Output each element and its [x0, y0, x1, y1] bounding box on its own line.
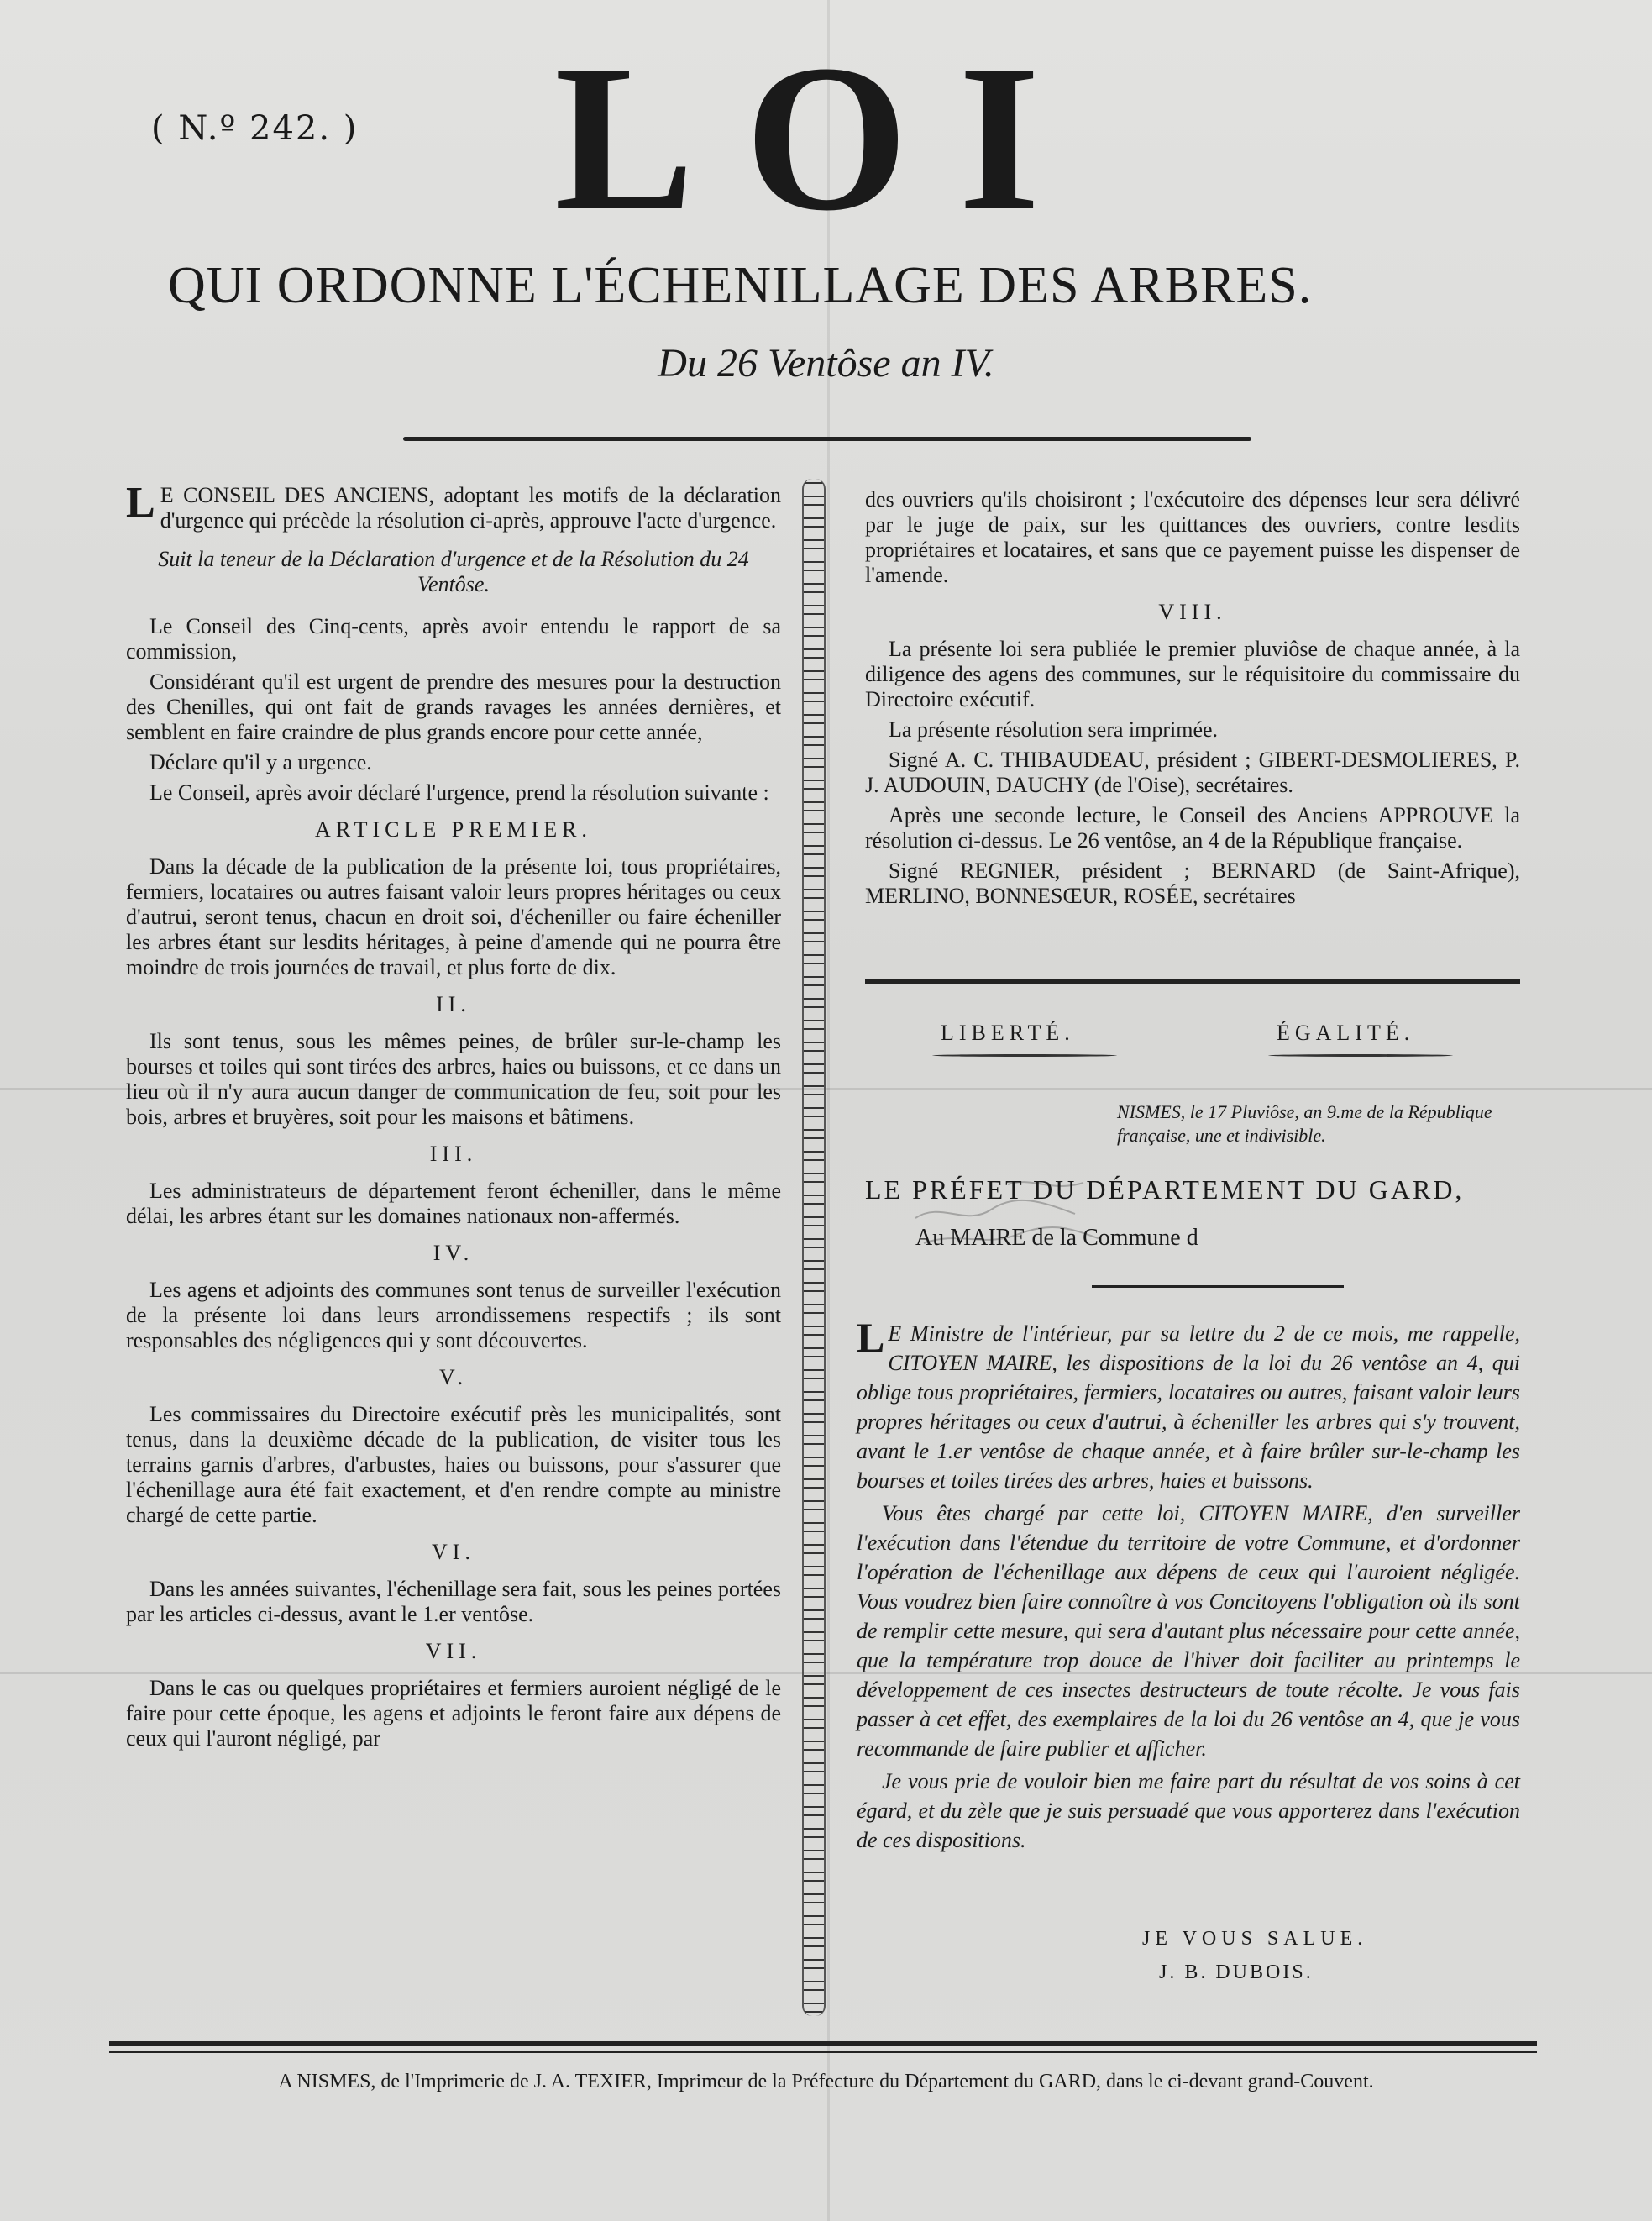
printer-imprint: A NISMES, de l'Imprimerie de J. A. TEXIER, Imprimeur de la Préfecture du Département du GARD, dans le ci-devant grand-Couvent. [278, 2071, 1374, 2092]
letter-dropcap: L [857, 1314, 885, 1361]
place-date: NISMES, le 17 Pluviôse, an 9.me de la République française, une et indivisible. [1117, 1101, 1492, 1146]
motto-liberte: LIBERTÉ. [941, 1021, 1075, 1045]
article-text: Les agens et adjoints des communes sont tenus de surveiller l'exécution de la présente loi dans leurs arrondissemens respectifs ; ils sont responsables des négligences qui y sont découvertes. [126, 1278, 781, 1352]
page-title: LOI [554, 22, 1091, 255]
signature-block: Signé REGNIER, président ; BERNARD (de Saint-Afrique), MERLINO, BONNESŒUR, ROSÉE, secrétaires [865, 858, 1520, 908]
paragraph: Le Conseil, après avoir déclaré l'urgence, prend la résolution suivante : [149, 780, 769, 805]
letter-paragraph: Vous êtes chargé par cette loi, CITOYEN MAIRE, d'en surveiller l'exécution dans l'étendue du territoire de votre Commune, et d'ordonner l'opération de l'échenillage aux dépens de ceux qui l'auroient négligée. Vous voudrez bien faire connoître à vos Concitoyens l'obligation où ils sont de remplir cette mesure, qui sera d'autant plus nécessaire pour cette année, que la température trop douce de l'hiver doit faciliter au printemps le développement de ces insectes destructeurs de toute récolte. Je vous fais passer à cet effet, des exemplaires de la loi du 26 ventôse an 4, que je vous recommande de faire publier et afficher. [857, 1501, 1520, 1761]
article-text: Ils sont tenus, sous les mêmes peines, de brûler sur-le-champ les bourses et toiles qui sont tirées des arbres, haies ou buissons, et ce dans un lieu où il n'y aura aucun danger de communication de feu, soit pour les bois, arbres et bruyères, soit pour les maisons et bâtimens. [126, 1029, 781, 1129]
closing-salutation: JE VOUS SALUE. [1142, 1928, 1368, 1950]
addressee-divider [1092, 1285, 1344, 1288]
title-divider [403, 437, 1251, 441]
footer-rule-thin [109, 2051, 1537, 2053]
paragraph: Considérant qu'il est urgent de prendre des mesures pour la destruction des Chenilles, qui ont fait de grands ravages les années dernières, et semblent en faire craindre de plus grands encore pour cette année, [126, 669, 781, 744]
letter-paragraph: L E Ministre de l'intérieur, par sa lettre du 2 de ce mois, me rappelle, CITOYEN MAIRE, les dispositions de la loi du 26 ventôse an 4, qui oblige tous propriétaires, fermiers, locataires ou autres, faisant valoir leurs propres héritages ou ceux d'autrui, à écheniller les arbres qui s'y trouvent, avant le 1.er ventôse de chaque année, et à faire brûler sur-le-champ les bourses et toiles tirées des arbres, haies et buissons. [857, 1314, 1520, 1493]
article-text: Les administrateurs de département feront écheniller, dans le même délai, les arbres étant sur les domaines nationaux non-affermés. [126, 1179, 781, 1228]
article-heading: ARTICLE PREMIER. [315, 817, 592, 842]
article-text: La présente loi sera publiée le premier pluviôse de chaque année, à la diligence des agens des communes, sur le réquisitoire du commissaire du Directoire exécutif. [865, 637, 1520, 711]
paragraph: Le Conseil des Cinq-cents, après avoir entendu le rapport de sa commission, [126, 614, 781, 664]
addressee: Au MAIRE de la Commune d [915, 1225, 1198, 1251]
intro-paragraph: L E CONSEIL DES ANCIENS, adoptant les motifs de la déclaration d'urgence qui précède la résolution ci-après, approuve l'acte d'urgence. [126, 479, 781, 533]
prefet-heading: LE PRÉFET DU DÉPARTEMENT DU GARD, [865, 1174, 1465, 1205]
article-text: des ouvriers qu'ils choisiront ; l'exécutoire des dépenses leur sera délivré par le juge de paix, sur les quittances des ouvriers, contre lesdits propriétaires et locataires, et sans que ce payement puisse les dispenser de l'amende. [865, 487, 1520, 587]
article-text: Dans le cas ou quelques propriétaires et fermiers auroient négligé de le faire pour cette époque, les agens et adjoints le feront faire aux dépens de ceux qui l'auront négligé, par [126, 1676, 781, 1751]
article-heading: II. [436, 992, 471, 1016]
article-heading: IV. [433, 1241, 475, 1265]
right-column [865, 487, 1520, 914]
article-heading: VIII. [1158, 600, 1227, 624]
law-number: ( N.º 242. ) [151, 109, 359, 148]
paragraph: Déclare qu'il y a urgence. [149, 750, 372, 774]
prefect-letter [857, 1314, 1520, 1858]
footer-rule-thick [109, 2041, 1537, 2046]
article-heading: III. [429, 1142, 478, 1166]
article-text: Dans les années suivantes, l'échenillage sera fait, sous les peines portées par les articles ci-dessus, avant le 1.er ventôse. [126, 1577, 781, 1626]
article-text: Les commissaires du Directoire exécutif près les municipalités, sont tenus, dans la deuxième décade de la publication, de visiter tous les terrains garnis d'arbres, d'arbustes, haies ou buissons, pour s'assurer que l'échenillage aura été fait exactement, et d'en rendre compte au ministre chargé de cette partie. [126, 1402, 781, 1527]
paragraph: La présente résolution sera imprimée. [889, 717, 1219, 742]
intro-dropcap: L [126, 479, 155, 527]
article-heading: VI. [432, 1540, 475, 1564]
letter-paragraph: Je vous prie de vouloir bien me faire part du résultat de vos soins à cet égard, et du zèle que je suis persuadé que vous apporterez dans l'exécution de ces dispositions. [857, 1769, 1520, 1852]
motto-egalite: ÉGALITÉ. [1277, 1021, 1415, 1045]
chain-ornament-divider [802, 479, 826, 2016]
paper-fold-vertical [827, 0, 830, 2221]
page-subtitle: QUI ORDONNE L'ÉCHENILLAGE DES ARBRES. [168, 257, 1313, 314]
article-heading: VII. [425, 1639, 482, 1663]
signature-block: Signé A. C. THIBAUDEAU, président ; GIBERT-DESMOLIERES, P. J. AUDOUIN, DAUCHY (de l'Oise), secrétaires. [865, 748, 1520, 797]
article-text: Dans la décade de la publication de la présente loi, tous propriétaires, fermiers, locataires ou autres faisant valoir leurs propres héritages ou ceux d'autrui, seront tenus, chacun en droit soi, d'écheniller ou faire écheniller les arbres étant sur lesdits héritages, à peine d'amende qui ne pourra être moindre de trois journées de travail, et plus forte de dix. [126, 854, 781, 979]
motto-flourish [1268, 1054, 1453, 1057]
motto-flourish [932, 1054, 1117, 1057]
left-column [126, 479, 781, 1756]
section-divider [865, 979, 1520, 984]
law-date: Du 26 Ventôse an IV. [658, 341, 994, 386]
article-heading: V. [439, 1365, 468, 1389]
suit-heading: Suit la teneur de la Déclaration d'urgence et de la Résolution du 24 Ventôse. [158, 547, 749, 596]
approval-paragraph: Après une seconde lecture, le Conseil des Anciens APPROUVE la résolution ci-dessus. Le 26 ventôse, an 4 de la République française. [865, 803, 1520, 853]
signature: J. B. DUBOIS. [1159, 1961, 1314, 1983]
